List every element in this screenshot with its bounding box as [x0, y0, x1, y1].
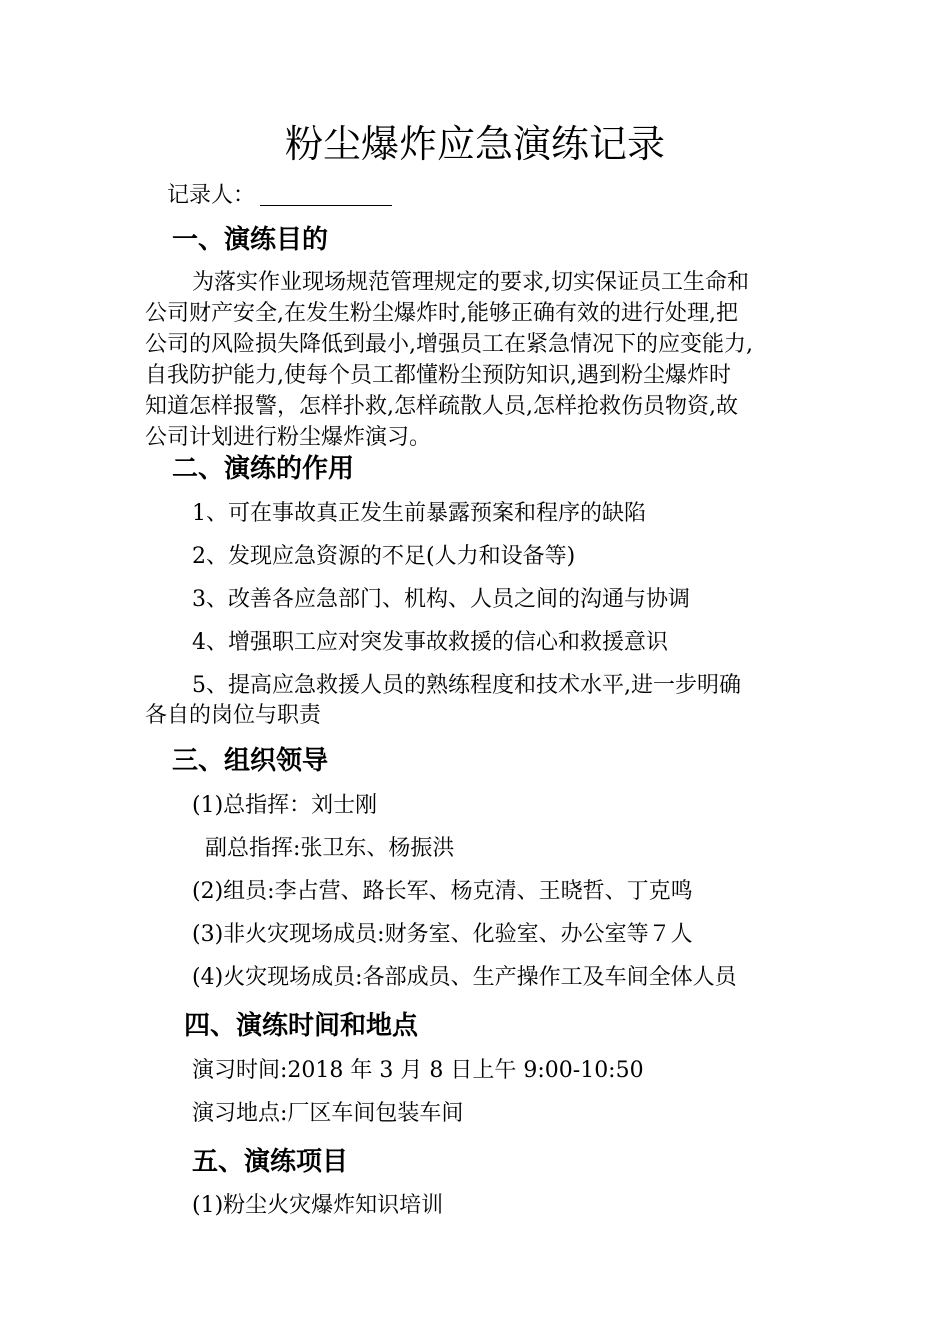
recorder-signature-line — [260, 205, 392, 206]
document-title: 粉尘爆炸应急演练记录 — [284, 122, 665, 166]
leadership-line: (2)组员:李占营、路长军、杨克清、王晓哲、丁克鸣 — [192, 879, 693, 904]
role-item: 2、发现应急资源的不足(人力和设备等) — [192, 544, 576, 569]
leadership-line: (1)总指挥：刘士刚 — [192, 793, 378, 818]
section-heading-purpose: 一、演练目的 — [172, 225, 329, 255]
leadership-line: 副总指挥:张卫东、杨振洪 — [205, 836, 455, 861]
purpose-line: 公司财产安全,在发生粉尘爆炸时,能够正确有效的进行处理,把 — [145, 301, 738, 326]
section-heading-role: 二、演练的作用 — [172, 454, 355, 484]
role-item: 1、可在事故真正发生前暴露预案和程序的缺陷 — [192, 501, 646, 526]
drill-place: 演习地点:厂区车间包装车间 — [192, 1101, 464, 1126]
leadership-line: (3)非火灾现场成员:财务室、化验室、办公室等７人 — [192, 922, 693, 947]
role-item: 3、改善各应急部门、机构、人员之间的沟通与协调 — [192, 587, 690, 612]
purpose-line: 自我防护能力,使每个员工都懂粉尘预防知识,遇到粉尘爆炸时 — [145, 363, 731, 388]
leadership-line: (4)火灾现场成员:各部成员、生产操作工及车间全体人员 — [192, 965, 737, 990]
section-heading-items: 五、演练项目 — [192, 1147, 349, 1177]
section-heading-leadership: 三、组织领导 — [172, 746, 329, 776]
drill-item: (1)粉尘火灾爆炸知识培训 — [192, 1193, 444, 1218]
section-heading-time-place: 四、演练时间和地点 — [184, 1011, 419, 1041]
role-item: 5、提高应急救援人员的熟练程度和技术水平,进一步明确 — [192, 673, 741, 698]
purpose-line: 知道怎样报警，怎样扑救,怎样疏散人员,怎样抢救伤员物资,故 — [145, 394, 738, 419]
purpose-line: 公司计划进行粉尘爆炸演习。 — [145, 425, 432, 450]
role-item-continuation: 各自的岗位与职责 — [145, 703, 322, 728]
role-item: 4、增强职工应对突发事故救援的信心和救援意识 — [192, 630, 668, 655]
drill-time: 演习时间:2018 年 3 月 8 日上午 9:00-10:50 — [192, 1058, 644, 1083]
purpose-line: 公司的风险损失降低到最小,增强员工在紧急情况下的应变能力, — [145, 332, 753, 357]
recorder-label: 记录人： — [167, 183, 256, 208]
purpose-line: 为落实作业现场规范管理规定的要求,切实保证员工生命和 — [192, 270, 749, 295]
